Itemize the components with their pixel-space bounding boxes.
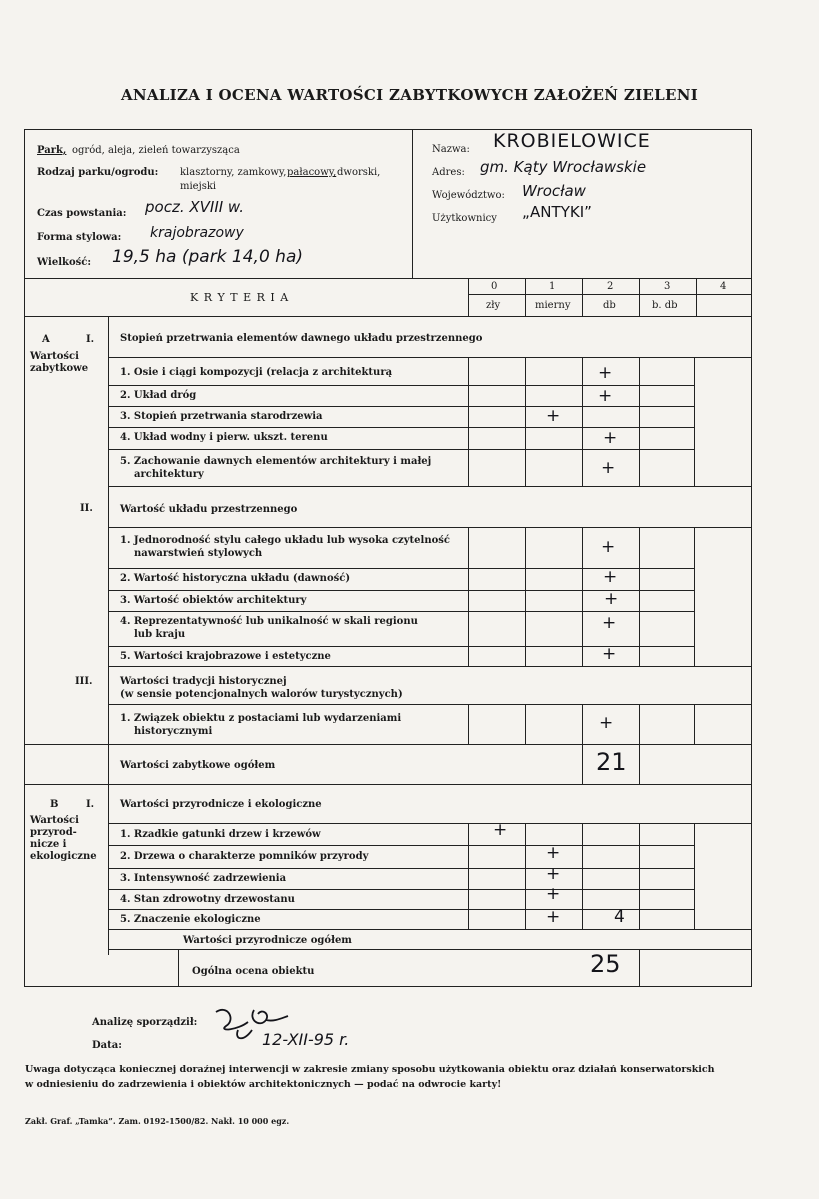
section-a-name-2: zabytkowe (30, 363, 89, 374)
mark-a-i-3: + (546, 406, 561, 426)
col-3-desc: b. db (652, 300, 678, 311)
a-i-item-5b: architektury (134, 469, 204, 480)
grid-v-label (108, 316, 109, 955)
a-iii-title-2: (w sensie potencjonalnych walorów turystycznych) (120, 689, 403, 700)
a-ii-item-4b: lub kraju (134, 629, 186, 640)
grid-v (694, 823, 695, 929)
date-label: Data: (92, 1040, 122, 1051)
users-label: Użytkownicy (432, 213, 497, 224)
grid-h (108, 357, 752, 358)
grid-h (108, 868, 694, 869)
grid-h (108, 449, 694, 450)
a-i-item-3: 3. Stopień przetrwania starodrzewia (120, 411, 323, 422)
grid-v-c4-head (696, 278, 697, 316)
mark-a-i-4: + (603, 428, 618, 448)
grid-v (694, 357, 695, 486)
grid-v (639, 949, 640, 987)
grid-v-c0-head (468, 278, 469, 316)
kind-selected: pałacowy, (287, 167, 337, 178)
style-label: Forma stylowa: (37, 232, 122, 243)
col-4-num: 4 (720, 281, 727, 292)
grid-v (639, 704, 640, 744)
date-value: 12-XII-95 r. (262, 1030, 350, 1049)
a-ii-item-3: 3. Wartość obiektów architektury (120, 595, 307, 606)
section-b-name-4: ekologiczne (30, 851, 97, 862)
b-i-item-2: 2. Drzewa o charakterze pomników przyrody (120, 851, 369, 862)
section-b-name-2: przyrod- (30, 827, 77, 838)
time-value: pocz. XVIII w. (145, 198, 245, 216)
mark-b-i-2: + (546, 843, 561, 863)
style-value: krajobrazowy (150, 225, 244, 241)
a-total-label: Wartości zabytkowe ogółem (120, 760, 276, 771)
a-ii-item-1b: nawarstwień stylowych (134, 548, 263, 559)
grid-h (108, 845, 694, 846)
section-b-roman: I. (86, 799, 95, 810)
overall-label: Ogólna ocena obiektu (192, 966, 315, 977)
kind-options-2: dworski, (337, 167, 381, 178)
name-value: KROBIELOWICE (493, 130, 651, 152)
grid-h (108, 406, 694, 407)
section-b-name-1: Wartości (30, 815, 79, 826)
grid-v (468, 357, 469, 486)
a-iii-roman: III. (75, 676, 93, 687)
grid-v (525, 357, 526, 486)
a-i-title: Stopień przetrwania elementów dawnego układu przestrzennego (120, 333, 483, 344)
a-i-item-4: 4. Układ wodny i pierw. ukszt. terenu (120, 432, 328, 443)
grid-v (639, 744, 640, 784)
col-3-num: 3 (664, 281, 671, 292)
note-line-1: Uwaga dotycząca koniecznej doraźnej interwencji w zakresie zmiany sposobu użytkowania obiektu oraz działań konserwatorskich (25, 1064, 715, 1075)
kind-options-3: miejski (180, 181, 217, 192)
note-line-2: w odniesieniu do zadrzewienia i obiektów architektonicznych — podać na odwrocie karty! (25, 1079, 502, 1090)
mark-a-ii-1: + (601, 537, 616, 557)
a-ii-roman: II. (80, 503, 93, 514)
grid-v (694, 527, 695, 666)
size-value: 19,5 ha (park 14,0 ha) (112, 247, 304, 267)
users-value: „ANTYKI” (522, 203, 592, 221)
grid-v (468, 527, 469, 666)
b-total-label: Wartości przyrodnicze ogółem (183, 935, 352, 946)
mark-a-ii-2: + (603, 567, 618, 587)
b-i-item-4: 4. Stan zdrowotny drzewostanu (120, 894, 295, 905)
col-0-num: 0 (491, 281, 498, 292)
a-iii-item-1b: historycznymi (134, 726, 213, 737)
grid-h (108, 666, 752, 667)
grid-v-c3-head (639, 278, 640, 316)
a-ii-item-5: 5. Wartości krajobrazowe i estetyczne (120, 651, 331, 662)
section-a-roman: I. (86, 334, 95, 345)
grid-v (582, 823, 583, 929)
header-divider (412, 130, 413, 278)
mark-b-i-3: + (546, 864, 561, 884)
criteria-mid-line (468, 294, 752, 295)
b-i-item-1: 1. Rzadkie gatunki drzew i krzewów (120, 829, 321, 840)
grid-v (525, 823, 526, 929)
overall-value: 25 (590, 950, 621, 978)
a-ii-item-1: 1. Jednorodność stylu całego układu lub wysoka czytelność (120, 535, 450, 546)
grid-v (639, 527, 640, 666)
grid-v (468, 704, 469, 744)
grid-h (24, 744, 752, 745)
grid-h (24, 784, 752, 785)
grid-h (108, 704, 752, 705)
address-value: gm. Kąty Wrocławskie (480, 158, 647, 176)
mark-a-i-5: + (601, 458, 616, 478)
col-1-desc: mierny (535, 300, 571, 311)
grid-v-c2-head (582, 278, 583, 316)
section-a-name-1: Wartości (30, 351, 79, 362)
mark-a-ii-5: + (602, 644, 617, 664)
a-iii-item-1: 1. Związek obiektu z postaciami lub wydarzeniami (120, 713, 402, 724)
a-ii-item-4: 4. Reprezentatywność lub unikalność w skali regionu (120, 616, 418, 627)
grid-h (108, 611, 694, 612)
print-info: Zakł. Graf. „Tamka”. Zam. 0192-1500/82. Nakł. 10 000 egz. (25, 1116, 290, 1126)
a-ii-title: Wartość układu przestrzennego (120, 504, 298, 515)
mark-b-i-5-four: 4 (614, 907, 625, 927)
grid-v (582, 527, 583, 666)
grid-h (108, 889, 694, 890)
name-label: Nazwa: (432, 144, 470, 155)
time-label: Czas powstania: (37, 208, 127, 219)
col-2-num: 2 (607, 281, 614, 292)
type-park: Park, (37, 145, 67, 156)
col-2-desc: db (603, 300, 616, 311)
criteria-bottom-line (24, 316, 752, 317)
col-0-desc: zły (486, 300, 501, 311)
grid-v (582, 744, 583, 784)
grid-h (108, 929, 752, 930)
mark-a-iii-1: + (599, 713, 614, 733)
voivodeship-value: Wrocław (522, 182, 586, 200)
grid-v-c1-head (525, 278, 526, 316)
grid-v (468, 823, 469, 929)
mark-b-i-1: + (493, 820, 508, 840)
grid-v (639, 823, 640, 929)
grid-h (108, 823, 752, 824)
mark-a-i-2: + (598, 386, 613, 406)
mark-a-i-1: + (598, 363, 613, 383)
criteria-label: K R Y T E R I A (190, 291, 290, 304)
grid-v (582, 357, 583, 486)
grid-h (108, 527, 752, 528)
grid-v (639, 357, 640, 486)
a-i-item-5: 5. Zachowanie dawnych elementów architektury i małej (120, 456, 432, 467)
grid-v (694, 704, 695, 744)
a-iii-title-1: Wartości tradycji historycznej (120, 676, 287, 687)
voivodeship-label: Województwo: (432, 190, 505, 201)
grid-v (178, 949, 179, 987)
section-b-name-3: nicze i (30, 839, 67, 850)
size-label: Wielkość: (37, 257, 92, 268)
grid-h (108, 909, 694, 910)
grid-h (108, 486, 752, 487)
type-rest: ogród, aleja, zieleń towarzysząca (72, 145, 240, 156)
a-total-value: 21 (596, 748, 627, 776)
grid-v (525, 527, 526, 666)
b-i-title: Wartości przyrodnicze i ekologiczne (120, 799, 322, 810)
mark-b-i-5: + (546, 907, 561, 927)
a-ii-item-2: 2. Wartość historyczna układu (dawność) (120, 573, 351, 584)
col-1-num: 1 (549, 281, 556, 292)
prepared-label: Analizę sporządził: (92, 1017, 198, 1028)
mark-a-ii-3: + (604, 589, 619, 609)
mark-a-ii-4: + (602, 613, 617, 633)
kind-label: Rodzaj parku/ogrodu: (37, 167, 159, 178)
b-i-item-5: 5. Znaczenie ekologiczne (120, 914, 261, 925)
grid-v (582, 704, 583, 744)
grid-v (525, 704, 526, 744)
section-a-letter: A (42, 334, 50, 345)
kind-options-1: klasztorny, zamkowy, (180, 167, 287, 178)
document-title: ANALIZA I OCENA WARTOŚCI ZABYTKOWYCH ZAŁOŻEŃ ZIELENI (120, 86, 699, 104)
mark-b-i-4: + (546, 884, 561, 904)
header-bottom-line (24, 278, 752, 279)
b-i-item-3: 3. Intensywność zadrzewienia (120, 873, 287, 884)
grid-h (108, 949, 752, 950)
a-i-item-1: 1. Osie i ciągi kompozycji (relacja z architekturą (120, 367, 393, 378)
a-i-item-2: 2. Układ dróg (120, 390, 197, 401)
section-b-letter: B (50, 799, 59, 810)
address-label: Adres: (432, 167, 465, 178)
